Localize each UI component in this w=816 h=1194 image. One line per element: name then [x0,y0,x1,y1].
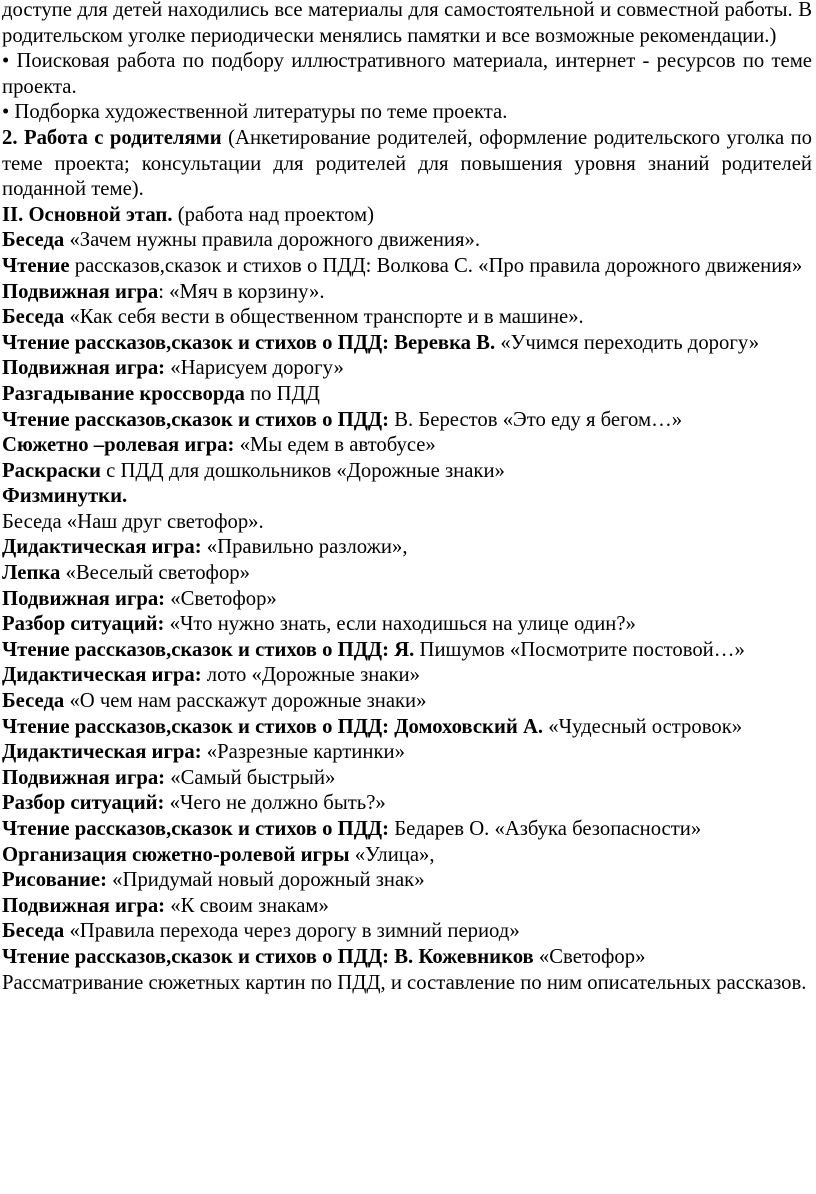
paragraph [2,612,812,638]
text-run: Пишумов «Посмотрите постовой…» [414,638,745,661]
bold-text-run: Чтение рассказов,сказок и стихов о ПДД: [2,818,390,840]
bold-text-run: Раскраски [2,459,101,482]
paragraph [2,663,812,689]
text-run: по ПДД [244,382,320,405]
paragraph [2,817,812,843]
paragraph [2,254,812,280]
text-run: Беседа «Наш друг светофор». [2,510,264,533]
bold-text-run: Беседа [2,306,65,329]
text-run: с ПДД для дошкольников «Дорожные знаки» [100,459,505,482]
bold-text-run: Дидактическая игра: [2,536,202,559]
text-run: «Что нужно знать, если находишься на улице один?» [164,613,636,636]
paragraph [2,203,812,229]
text-run: • Подборка художественной литературы по теме проекта. [2,101,508,124]
paragraph [2,971,812,997]
paragraph [2,843,812,869]
text-run: «Самый быстрый» [165,766,336,789]
text-run: «Веселый светофор» [60,562,250,585]
text-run: «Чего не должно быть?» [164,792,386,815]
text-run: «Разрезные картинки» [201,741,405,764]
text-run: (Анкетирование родителей, оформление родительского уголка по теме проекта; консультации для родителей для повышения уровня знаний родителей поданной теме). [2,126,812,201]
paragraph [2,868,812,894]
paragraph [2,510,812,536]
paragraph [2,100,812,126]
text-run: : «Мяч в корзину». [158,280,325,303]
bold-text-run: Беседа [2,229,65,252]
bold-text-run: Дидактическая игра: [2,664,202,687]
text-run: «Правильно разложи», [201,536,408,559]
bold-text-run: Физминутки. [2,485,128,508]
paragraph [2,945,812,971]
text-run: доступе для детей находились все материалы для самостоятельной и совместной работы. В родительском уголке периодически менялись памятки и все возможные рекомендации.) [2,0,812,47]
bold-text-run: Чтение рассказов,сказок и стихов о ПДД: В. Кожевников [2,945,534,968]
paragraph [2,305,812,331]
text-run: (работа над проектом) [172,203,374,226]
paragraph [2,919,812,945]
text-run: «Придумай новый дорожный знак» [107,869,425,892]
text-run: «Светофор» [533,945,646,968]
text-run: «Светофор» [165,587,277,610]
paragraph [2,280,812,306]
bold-text-run: Подвижная игра: [2,587,166,610]
text-run: «Мы едем в автобусе» [234,434,436,457]
bold-text-run: Лепка [2,562,61,585]
bold-text-run: Разбор ситуаций: [2,613,165,636]
bold-text-run: Чтение рассказов,сказок и стихов о ПДД: Я. [2,638,415,661]
paragraph [2,894,812,920]
bold-text-run: Дидактическая игра: [2,741,202,764]
paragraph [2,459,812,485]
bold-text-run: Беседа [2,690,65,713]
paragraph [2,356,812,382]
bold-text-run: Разбор ситуаций: [2,792,165,815]
paragraph [2,382,812,408]
bold-text-run: Рисование: [2,869,107,892]
bold-text-run: Подвижная игра [2,280,159,303]
text-run: «Как себя вести в общественном транспорте и в машине». [64,306,584,329]
paragraph [2,587,812,613]
bold-text-run: Чтение [2,254,70,277]
paragraph [2,740,812,766]
bold-text-run: Чтение рассказов,сказок и стихов о ПДД: Домоховский А. [2,715,544,738]
bold-text-run: Организация сюжетно-ролевой игры [2,843,350,866]
paragraph [2,484,812,510]
text-run: «Правила перехода через дорогу в зимний период» [64,920,520,943]
bold-text-run: 2. Работа с родителями [2,126,222,149]
bold-text-run: Чтение рассказов,сказок и стихов о ПДД: [2,408,390,431]
paragraph [2,126,812,203]
paragraph [2,535,812,561]
paragraph [2,433,812,459]
text-run: лото «Дорожные знаки» [201,664,420,687]
paragraph [2,766,812,792]
paragraph [2,715,812,741]
bold-text-run: Подвижная игра: [2,894,166,917]
text-run: «Зачем нужны правила дорожного движения». [64,229,481,252]
paragraph [2,561,812,587]
bold-text-run: II. Основной этап. [2,203,173,226]
paragraph [2,0,812,49]
text-run: «Нарисуем дорогу» [165,357,344,380]
paragraph [2,331,812,357]
bold-text-run: Подвижная игра: [2,357,166,380]
text-run: Бедарев О. «Азбука безопасности» [389,818,702,840]
text-run: «Учимся переходить дорогу» [495,331,760,354]
text-run: В. Берестов «Это еду я бегом…» [389,408,683,431]
bold-text-run: Беседа [2,920,65,943]
text-run: «О чем нам расскажут дорожные знаки» [64,690,427,713]
bold-text-run: Разгадывание кроссворда [2,382,245,405]
text-run: Рассматривание сюжетных картин по ПДД, и составление по ним описательных рассказов. [2,971,807,994]
bold-text-run: Сюжетно –ролевая игра: [2,434,235,457]
paragraph [2,638,812,664]
text-run: «К своим знакам» [165,894,329,917]
bold-text-run: Подвижная игра: [2,766,166,789]
paragraph [2,49,812,100]
paragraph [2,791,812,817]
text-run: «Улица», [349,843,435,866]
text-run: «Чудесный островок» [543,715,743,738]
text-run: • Поисковая работа по подбору иллюстративного материала, интернет - ресурсов по теме проекта. [2,50,812,98]
paragraph [2,228,812,254]
paragraph [2,408,812,434]
bold-text-run: Чтение рассказов,сказок и стихов о ПДД: Веревка В. [2,331,496,354]
text-run: рассказов,сказок и стихов о ПДД: Волкова С. «Про правила дорожного движения» [69,254,803,277]
paragraph [2,689,812,715]
